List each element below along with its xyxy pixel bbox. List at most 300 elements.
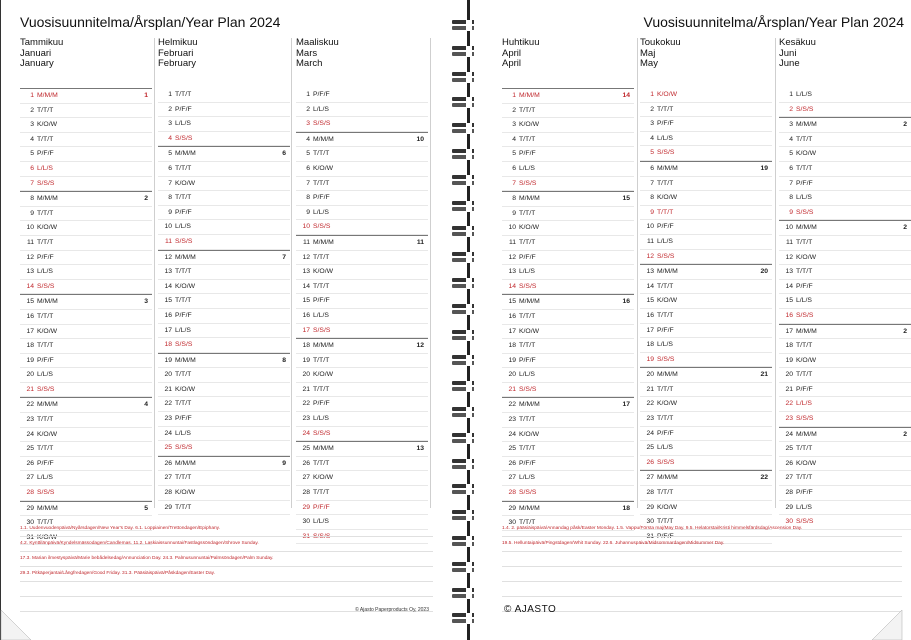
day-row[interactable] xyxy=(296,368,428,383)
day-row[interactable] xyxy=(158,294,290,309)
week-number: 4 xyxy=(144,401,148,409)
day-row[interactable] xyxy=(502,428,634,443)
day-row[interactable] xyxy=(296,471,428,486)
note-line xyxy=(502,582,902,597)
weekday-label: K/O/W xyxy=(37,430,58,438)
weekday-label: L/L/S xyxy=(796,297,812,305)
day-number: 14 xyxy=(508,282,516,290)
day-row[interactable] xyxy=(20,88,152,104)
day-row[interactable] xyxy=(20,147,152,162)
weekday-label: S/S/S xyxy=(796,311,814,319)
day-row[interactable] xyxy=(296,412,428,427)
day-row[interactable] xyxy=(158,324,290,339)
day-row[interactable] xyxy=(296,88,428,103)
day-row[interactable] xyxy=(296,220,428,235)
day-row[interactable] xyxy=(502,339,634,354)
weekday-label: L/L/S xyxy=(37,371,53,379)
day-row[interactable] xyxy=(502,177,634,192)
weekday-label: P/F/F xyxy=(519,459,536,467)
weekday-label: S/S/S xyxy=(796,208,814,216)
day-row[interactable] xyxy=(20,428,152,443)
day-row[interactable] xyxy=(640,177,772,192)
week-number: 14 xyxy=(622,92,630,99)
day-row[interactable] xyxy=(779,117,911,133)
day-row[interactable] xyxy=(502,280,634,295)
day-number: 9 xyxy=(306,208,310,216)
day-row[interactable] xyxy=(502,368,634,383)
day-row[interactable] xyxy=(502,294,634,310)
day-number: 16 xyxy=(164,311,172,319)
weekday-label: L/L/S xyxy=(175,429,191,437)
weekday-label: M/M/M xyxy=(519,92,540,99)
weekday-label: P/F/F xyxy=(37,253,54,261)
day-row[interactable] xyxy=(296,280,428,295)
day-row[interactable] xyxy=(779,397,911,412)
day-number: 31 xyxy=(26,533,34,541)
day-row[interactable] xyxy=(502,354,634,369)
day-number: 3 xyxy=(306,120,310,128)
weekday-label: T/T/T xyxy=(657,179,674,187)
month-name: Toukokuu xyxy=(640,37,681,48)
day-number: 22 xyxy=(302,400,310,408)
day-row[interactable] xyxy=(20,177,152,192)
day-row[interactable] xyxy=(502,501,634,517)
day-row[interactable] xyxy=(20,325,152,340)
day-row[interactable] xyxy=(20,486,152,501)
day-row[interactable] xyxy=(296,162,428,177)
day-row[interactable] xyxy=(502,486,634,501)
day-row[interactable] xyxy=(640,88,772,103)
weekday-label: T/T/T xyxy=(175,194,192,202)
day-number: 16 xyxy=(508,312,516,320)
weekday-label: T/T/T xyxy=(313,253,330,261)
day-row[interactable] xyxy=(296,191,428,206)
day-row[interactable] xyxy=(779,457,911,472)
day-row[interactable] xyxy=(779,368,911,383)
day-row[interactable] xyxy=(640,294,772,309)
copyright-text: © Ajasto Paperproducts Oy, 2023 xyxy=(355,607,429,613)
week-number: 22 xyxy=(760,474,768,482)
day-row[interactable] xyxy=(640,235,772,250)
day-number: 25 xyxy=(302,445,310,453)
day-row[interactable] xyxy=(20,457,152,472)
day-row[interactable] xyxy=(20,383,152,398)
day-number: 6 xyxy=(650,164,654,172)
day-row[interactable] xyxy=(158,177,290,192)
weekday-label: S/S/S xyxy=(313,429,331,437)
day-row[interactable] xyxy=(158,486,290,501)
month-name: January xyxy=(20,58,54,69)
day-row[interactable] xyxy=(158,265,290,280)
weekday-label: T/T/T xyxy=(313,489,330,497)
weekday-label: L/L/S xyxy=(519,474,535,482)
day-row[interactable] xyxy=(158,471,290,486)
right-page xyxy=(474,0,907,640)
month-name: Mars xyxy=(296,47,318,59)
weekday-label: T/T/T xyxy=(519,238,536,246)
day-number: 30 xyxy=(785,518,793,526)
day-row[interactable] xyxy=(640,367,772,383)
day-row[interactable] xyxy=(20,413,152,428)
weekday-label: K/O/W xyxy=(657,194,678,202)
day-row[interactable] xyxy=(296,441,428,457)
weekday-label: M/M/M xyxy=(796,121,817,129)
day-row[interactable] xyxy=(640,264,772,280)
day-row[interactable] xyxy=(640,280,772,295)
day-row[interactable] xyxy=(640,220,772,235)
day-row[interactable] xyxy=(640,146,772,161)
day-number: 27 xyxy=(785,474,793,482)
day-row[interactable] xyxy=(779,383,911,398)
day-row[interactable] xyxy=(158,132,290,147)
day-row[interactable] xyxy=(20,191,152,207)
weekday-label: L/L/S xyxy=(657,341,673,349)
weekday-label: S/S/S xyxy=(519,385,537,393)
day-row[interactable] xyxy=(502,383,634,398)
day-number: 6 xyxy=(168,164,172,172)
month-column-january xyxy=(20,38,152,545)
weekday-label: M/M/M xyxy=(796,224,817,232)
day-row[interactable] xyxy=(20,133,152,148)
weekday-label: S/S/S xyxy=(657,149,675,157)
day-row[interactable] xyxy=(20,251,152,266)
day-number: 21 xyxy=(646,385,654,393)
day-row[interactable] xyxy=(779,265,911,280)
day-number: 11 xyxy=(646,237,654,245)
weekday-label: P/F/F xyxy=(796,282,813,290)
day-row[interactable] xyxy=(158,338,290,353)
day-row[interactable] xyxy=(502,147,634,162)
weekday-label: P/F/F xyxy=(37,356,54,364)
weekday-label: K/O/W xyxy=(37,121,58,129)
day-number: 26 xyxy=(302,459,310,467)
day-row[interactable] xyxy=(296,501,428,516)
day-row[interactable] xyxy=(779,294,911,309)
weekday-label: K/O/W xyxy=(519,224,540,232)
day-row[interactable] xyxy=(158,309,290,324)
note-line xyxy=(502,552,902,567)
day-row[interactable] xyxy=(20,162,152,177)
day-row[interactable] xyxy=(779,103,911,118)
weekday-label: K/O/W xyxy=(175,489,196,497)
weekday-label: K/O/W xyxy=(37,327,58,335)
day-row[interactable] xyxy=(502,162,634,177)
day-row[interactable] xyxy=(640,206,772,221)
weekday-label: K/O/W xyxy=(175,179,196,187)
day-row[interactable] xyxy=(779,251,911,266)
weekday-label: L/L/S xyxy=(313,518,329,526)
day-row[interactable] xyxy=(640,501,772,516)
day-row[interactable] xyxy=(779,191,911,206)
day-number: 29 xyxy=(164,503,172,511)
day-row[interactable] xyxy=(296,324,428,339)
day-row[interactable] xyxy=(158,412,290,427)
day-row[interactable] xyxy=(158,206,290,221)
day-number: 9 xyxy=(512,209,516,217)
weekday-label: P/F/F xyxy=(313,91,330,98)
weekday-label: M/M/M xyxy=(175,356,196,364)
day-number: 2 xyxy=(512,106,516,114)
day-row[interactable] xyxy=(779,412,911,427)
column-divider xyxy=(637,38,638,508)
weekday-label: T/T/T xyxy=(37,445,54,453)
day-row[interactable] xyxy=(296,457,428,472)
day-row[interactable] xyxy=(640,132,772,147)
day-row[interactable] xyxy=(502,310,634,325)
day-row[interactable] xyxy=(158,456,290,472)
weekday-label: L/L/S xyxy=(796,91,812,98)
day-row[interactable] xyxy=(502,236,634,251)
weekday-label: T/T/T xyxy=(37,342,54,350)
weekday-label: P/F/F xyxy=(175,105,192,113)
day-row[interactable] xyxy=(640,383,772,398)
day-row[interactable] xyxy=(158,280,290,295)
weekday-label: M/M/M xyxy=(313,135,334,143)
weekday-label: S/S/S xyxy=(313,326,331,334)
day-row[interactable] xyxy=(502,325,634,340)
day-row[interactable] xyxy=(296,397,428,412)
day-row[interactable] xyxy=(158,235,290,250)
day-number: 19 xyxy=(646,355,654,363)
day-row[interactable] xyxy=(502,265,634,280)
day-row[interactable] xyxy=(640,117,772,132)
day-number: 2 xyxy=(650,105,654,113)
day-row[interactable] xyxy=(296,486,428,501)
day-row[interactable] xyxy=(779,133,911,148)
day-row[interactable] xyxy=(640,338,772,353)
day-row[interactable] xyxy=(502,471,634,486)
day-number: 21 xyxy=(785,385,793,393)
day-row[interactable] xyxy=(158,441,290,456)
day-row[interactable] xyxy=(296,132,428,148)
weekday-label: T/T/T xyxy=(175,474,192,482)
day-row[interactable] xyxy=(502,118,634,133)
day-number: 30 xyxy=(302,518,310,526)
day-row[interactable] xyxy=(296,103,428,118)
day-number: 3 xyxy=(30,121,34,129)
day-row[interactable] xyxy=(779,177,911,192)
day-row[interactable] xyxy=(296,427,428,442)
day-row[interactable] xyxy=(640,161,772,177)
day-row[interactable] xyxy=(779,471,911,486)
weekday-label: K/O/W xyxy=(657,503,678,511)
week-number: 12 xyxy=(416,342,424,350)
weekday-label: M/M/M xyxy=(175,459,196,467)
day-row[interactable] xyxy=(640,412,772,427)
day-number: 20 xyxy=(26,371,34,379)
day-number: 3 xyxy=(512,121,516,129)
day-row[interactable] xyxy=(20,354,152,369)
week-number: 6 xyxy=(282,150,286,158)
day-row[interactable] xyxy=(158,117,290,132)
day-row[interactable] xyxy=(502,221,634,236)
day-row[interactable] xyxy=(158,501,290,516)
day-row[interactable] xyxy=(296,294,428,309)
day-number: 22 xyxy=(646,400,654,408)
weekday-label: K/O/W xyxy=(796,150,817,158)
weekday-label: K/O/W xyxy=(796,356,817,364)
week-number: 3 xyxy=(144,298,148,306)
weekday-label: K/O/W xyxy=(519,327,540,335)
day-row[interactable] xyxy=(296,354,428,369)
day-row[interactable] xyxy=(779,147,911,162)
weekday-label: M/M/M xyxy=(657,164,678,172)
day-number: 15 xyxy=(508,298,516,306)
day-row[interactable] xyxy=(640,486,772,501)
day-row[interactable] xyxy=(640,353,772,368)
day-row[interactable] xyxy=(20,236,152,251)
day-row[interactable] xyxy=(640,441,772,456)
day-row[interactable] xyxy=(20,221,152,236)
day-row[interactable] xyxy=(20,104,152,119)
day-row[interactable] xyxy=(296,235,428,251)
day-row[interactable] xyxy=(640,324,772,339)
day-row[interactable] xyxy=(640,397,772,412)
day-number: 9 xyxy=(168,208,172,216)
day-row[interactable] xyxy=(779,442,911,457)
day-row[interactable] xyxy=(158,146,290,162)
day-row[interactable] xyxy=(779,88,911,103)
day-row[interactable] xyxy=(502,397,634,413)
week-number: 9 xyxy=(282,459,286,467)
day-row[interactable] xyxy=(640,456,772,471)
day-row[interactable] xyxy=(779,206,911,221)
day-row[interactable] xyxy=(779,220,911,236)
day-row[interactable] xyxy=(779,486,911,501)
day-row[interactable] xyxy=(640,470,772,486)
day-number: 8 xyxy=(306,194,310,202)
day-row[interactable] xyxy=(779,162,911,177)
day-row[interactable] xyxy=(20,368,152,383)
day-row[interactable] xyxy=(296,117,428,132)
day-row[interactable] xyxy=(779,280,911,295)
day-row[interactable] xyxy=(779,309,911,324)
month-header xyxy=(296,38,428,88)
day-row[interactable] xyxy=(296,177,428,192)
day-row[interactable] xyxy=(158,368,290,383)
day-row[interactable] xyxy=(640,427,772,442)
day-row[interactable] xyxy=(296,265,428,280)
day-row[interactable] xyxy=(296,338,428,354)
weekday-label: T/T/T xyxy=(37,106,54,114)
month-name: Kesäkuu xyxy=(779,37,816,48)
day-row[interactable] xyxy=(20,339,152,354)
day-row[interactable] xyxy=(296,383,428,398)
weekday-label: T/T/T xyxy=(175,503,192,511)
month-column-june xyxy=(779,38,911,530)
day-row[interactable] xyxy=(296,206,428,221)
day-row[interactable] xyxy=(20,265,152,280)
day-number: 31 xyxy=(646,532,654,540)
day-number: 11 xyxy=(785,238,793,246)
weekday-label: L/L/S xyxy=(175,120,191,128)
day-row[interactable] xyxy=(296,147,428,162)
day-row[interactable] xyxy=(158,427,290,442)
day-number: 16 xyxy=(302,311,310,319)
day-row[interactable] xyxy=(640,309,772,324)
day-row[interactable] xyxy=(158,397,290,412)
day-row[interactable] xyxy=(779,427,911,443)
day-number: 17 xyxy=(302,326,310,334)
day-row[interactable] xyxy=(779,236,911,251)
day-number: 9 xyxy=(789,208,793,216)
weekday-label: L/L/S xyxy=(37,474,53,482)
day-number: 30 xyxy=(646,518,654,526)
weekday-label: T/T/T xyxy=(519,209,536,217)
day-row[interactable] xyxy=(640,191,772,206)
day-row[interactable] xyxy=(20,501,152,517)
day-number: 14 xyxy=(785,282,793,290)
weekday-label: S/S/S xyxy=(657,355,675,363)
day-row[interactable] xyxy=(158,250,290,266)
day-row[interactable] xyxy=(502,191,634,207)
day-number: 29 xyxy=(26,504,34,512)
day-row[interactable] xyxy=(640,103,772,118)
weekday-label: T/T/T xyxy=(175,164,192,172)
day-row[interactable] xyxy=(779,324,911,340)
day-number: 23 xyxy=(785,415,793,423)
weekday-label: L/L/S xyxy=(657,444,673,452)
day-row[interactable] xyxy=(20,442,152,457)
week-number: 8 xyxy=(282,356,286,364)
day-row[interactable] xyxy=(502,413,634,428)
day-row[interactable] xyxy=(20,207,152,222)
day-row[interactable] xyxy=(502,104,634,119)
day-row[interactable] xyxy=(20,310,152,325)
day-row[interactable] xyxy=(502,133,634,148)
weekday-label: T/T/T xyxy=(313,356,330,364)
day-row[interactable] xyxy=(502,251,634,266)
day-row[interactable] xyxy=(502,207,634,222)
day-row[interactable] xyxy=(20,118,152,133)
day-row[interactable] xyxy=(296,251,428,266)
day-row[interactable] xyxy=(158,220,290,235)
day-row[interactable] xyxy=(779,354,911,369)
day-row[interactable] xyxy=(20,397,152,413)
day-row[interactable] xyxy=(640,250,772,265)
day-row[interactable] xyxy=(158,162,290,177)
day-row[interactable] xyxy=(296,309,428,324)
weekday-label: T/T/T xyxy=(37,135,54,143)
day-row[interactable] xyxy=(502,88,634,104)
day-row[interactable] xyxy=(502,442,634,457)
day-number: 18 xyxy=(508,342,516,350)
day-number: 18 xyxy=(26,342,34,350)
day-number: 12 xyxy=(785,253,793,261)
month-name: Maj xyxy=(640,47,656,59)
weekday-label: L/L/S xyxy=(175,223,191,231)
day-row[interactable] xyxy=(158,88,290,103)
day-row[interactable] xyxy=(158,191,290,206)
day-number: 1 xyxy=(306,91,310,98)
weekday-label: P/F/F xyxy=(313,297,330,305)
day-row[interactable] xyxy=(779,501,911,516)
day-number: 15 xyxy=(26,298,34,306)
day-row[interactable] xyxy=(20,471,152,486)
weekday-label: T/T/T xyxy=(313,385,330,393)
day-row[interactable] xyxy=(20,294,152,310)
day-number: 16 xyxy=(26,312,34,320)
day-row[interactable] xyxy=(158,383,290,398)
day-number: 3 xyxy=(650,120,654,128)
day-row[interactable] xyxy=(779,339,911,354)
day-row[interactable] xyxy=(502,457,634,472)
weekday-label: T/T/T xyxy=(175,371,192,379)
day-row[interactable] xyxy=(20,280,152,295)
weekday-label: L/L/S xyxy=(657,134,673,142)
day-row[interactable] xyxy=(158,353,290,369)
day-row[interactable] xyxy=(158,103,290,118)
